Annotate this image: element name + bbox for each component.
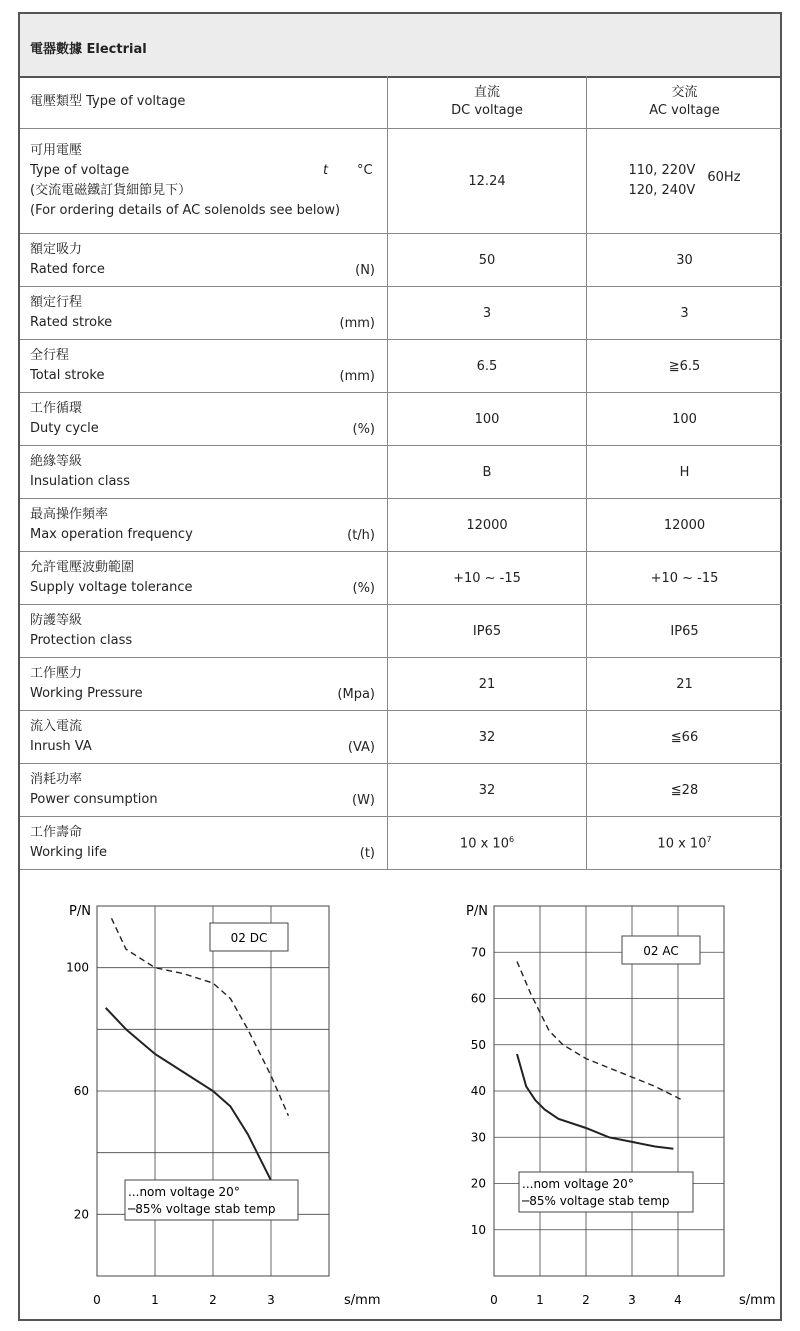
row-label-en: Working life — [30, 845, 107, 860]
ac-voltage-line2: 120, 240V — [628, 183, 696, 198]
legend-entry: ─85% voltage stab temp — [128, 1202, 276, 1216]
row-dc-value: 50 — [388, 234, 587, 287]
celsius-symbol: °C — [357, 163, 373, 178]
dc-header-en: DC voltage — [451, 103, 523, 118]
row-label-en: Rated force — [30, 262, 105, 277]
x-tick-label: 2 — [582, 1293, 590, 1307]
row-dc-value: 32 — [388, 711, 587, 764]
charts-area — [20, 876, 780, 1321]
table-header-row — [20, 76, 782, 129]
row-ac-value: 100 — [587, 393, 783, 446]
y-tick-label: 60 — [73, 1084, 89, 1098]
row-label-zh: 額定行程 — [30, 295, 83, 310]
dc-header-zh: 直流 — [473, 85, 500, 100]
row-label-zh: 絶緣等級 — [30, 454, 83, 469]
y-tick-label: 20 — [73, 1207, 89, 1222]
row-dc-value: 21 — [388, 658, 587, 711]
ac-header-zh: 交流 — [671, 85, 698, 100]
row-ac-value: IP65 — [587, 605, 783, 658]
title-bar — [20, 14, 780, 78]
spec-frame — [18, 12, 782, 1321]
y-axis-label: P/N — [466, 904, 488, 919]
voltage-row — [20, 129, 782, 234]
row-ac-value: 3 — [587, 287, 783, 340]
voltage-dc-value: 12.24 — [388, 129, 587, 234]
row-ac-value: +10 ~ -15 — [587, 552, 783, 605]
chart-title: 02 AC — [643, 944, 679, 958]
table-row — [20, 340, 782, 393]
ac-header-en: AC voltage — [649, 103, 720, 118]
legend-entry: ...nom voltage 20° — [128, 1185, 240, 1199]
row-unit: (t) — [359, 846, 375, 861]
x-tick-label: 0 — [490, 1293, 498, 1307]
x-tick-label: 1 — [536, 1293, 544, 1307]
header-label: 電壓類型 Type of voltage — [30, 94, 186, 109]
row-dc-value: 100 — [388, 393, 587, 446]
voltage-note-en: (For ordering details of AC solenolds see below) — [30, 203, 341, 218]
table-row — [20, 499, 782, 552]
row-unit: (mm) — [339, 369, 375, 384]
row-label-zh: 最高操作頻率 — [30, 507, 109, 522]
ac-frequency: 60Hz — [707, 169, 741, 185]
row-dc-value: B — [388, 446, 587, 499]
row-label-en: Rated stroke — [30, 315, 113, 330]
row-label-en: Max operation frequency — [30, 527, 193, 542]
row-ac-value: 12000 — [587, 499, 783, 552]
row-unit: (Mpa) — [337, 687, 375, 702]
y-tick-label: 10 — [470, 1222, 486, 1237]
series-nom-voltage — [517, 962, 683, 1101]
row-label-zh: 額定吸力 — [30, 242, 83, 257]
row-label-en: Supply voltage tolerance — [30, 580, 193, 595]
table-row-working-life — [20, 817, 782, 870]
row-ac-value: ≦66 — [587, 711, 783, 764]
x-tick-label: 1 — [151, 1293, 159, 1307]
table-row — [20, 234, 782, 287]
table-row — [20, 287, 782, 340]
row-label-zh: 防護等級 — [30, 613, 83, 628]
row-label-zh: 工作壽命 — [30, 825, 83, 840]
row-unit: (%) — [352, 581, 375, 596]
row-label-en: Working Pressure — [30, 686, 143, 701]
row-label-zh: 允許電壓波動範圍 — [30, 560, 135, 575]
row-ac-value: 21 — [587, 658, 783, 711]
series-85-voltage — [517, 1054, 673, 1149]
x-tick-label: 2 — [209, 1293, 217, 1307]
y-tick-label: 30 — [470, 1130, 486, 1145]
section-title: 電器數據 Electrial — [30, 42, 147, 57]
row-unit: (VA) — [347, 740, 375, 755]
y-tick-label: 100 — [66, 960, 89, 975]
row-ac-value: ≧6.5 — [587, 340, 783, 393]
row-dc-value: IP65 — [388, 605, 587, 658]
y-tick-label: 70 — [470, 945, 486, 960]
y-tick-label: 40 — [470, 1084, 486, 1098]
y-tick-label: 50 — [470, 1037, 486, 1052]
table-row — [20, 605, 782, 658]
row-unit: (mm) — [339, 316, 375, 331]
row-unit: (N) — [355, 263, 375, 278]
row-unit: (%) — [352, 422, 375, 437]
table-row — [20, 658, 782, 711]
y-tick-label: 60 — [470, 991, 486, 1006]
row-unit: (t/h) — [347, 528, 375, 543]
chart-title: 02 DC — [230, 931, 268, 945]
x-axis-label: s/mm — [739, 1293, 776, 1308]
row-ac-value: 30 — [587, 234, 783, 287]
y-axis-label: P/N — [69, 904, 91, 919]
row-label-en: Inrush VA — [30, 739, 92, 754]
life-dc-exponent: 6 — [508, 834, 515, 844]
row-dc-value: 6.5 — [388, 340, 587, 393]
row-ac-value: H — [587, 446, 783, 499]
x-tick-label: 0 — [93, 1293, 101, 1307]
voltage-label-en: Type of voltage — [30, 163, 130, 178]
life-ac-exponent: 7 — [706, 834, 712, 844]
table-row — [20, 764, 782, 817]
row-label-en: Protection class — [30, 633, 133, 648]
row-label-en: Total stroke — [30, 368, 105, 383]
row-label-en: Power consumption — [30, 792, 158, 807]
row-dc-value: 32 — [388, 764, 587, 817]
voltage-label-zh: 可用電壓 — [30, 143, 83, 158]
life-ac-value: 10 x 10 — [657, 836, 707, 852]
voltage-note-zh: (交流電磁鐵訂貨細節見下） — [30, 183, 192, 198]
t-symbol: t — [323, 163, 329, 178]
row-label-zh: 全行程 — [30, 348, 70, 363]
x-tick-label: 3 — [628, 1293, 636, 1307]
row-label-en: Insulation class — [30, 474, 130, 489]
row-unit: (W) — [352, 793, 375, 808]
table-row — [20, 552, 782, 605]
row-label-zh: 流入電流 — [30, 719, 83, 734]
ac-voltage-line1: 110, 220V — [628, 163, 696, 178]
row-dc-value: +10 ~ -15 — [388, 552, 587, 605]
x-axis-label: s/mm — [344, 1293, 381, 1308]
table-row — [20, 711, 782, 764]
x-tick-label: 3 — [267, 1293, 275, 1307]
row-label-zh: 工作循環 — [30, 401, 83, 416]
spec-table — [20, 76, 782, 870]
row-label-zh: 工作壓力 — [30, 666, 83, 681]
y-tick-label: 20 — [470, 1176, 486, 1191]
row-ac-value: ≦28 — [587, 764, 783, 817]
life-dc-value: 10 x 10 — [459, 836, 509, 852]
x-tick-label: 4 — [674, 1293, 682, 1307]
row-label-zh: 消耗功率 — [30, 772, 83, 787]
row-dc-value: 12000 — [388, 499, 587, 552]
legend-entry: ─85% voltage stab temp — [522, 1194, 670, 1208]
row-label-en: Duty cycle — [30, 421, 99, 436]
row-dc-value: 3 — [388, 287, 587, 340]
legend-entry: ...nom voltage 20° — [522, 1177, 634, 1191]
table-row — [20, 393, 782, 446]
table-row — [20, 446, 782, 499]
